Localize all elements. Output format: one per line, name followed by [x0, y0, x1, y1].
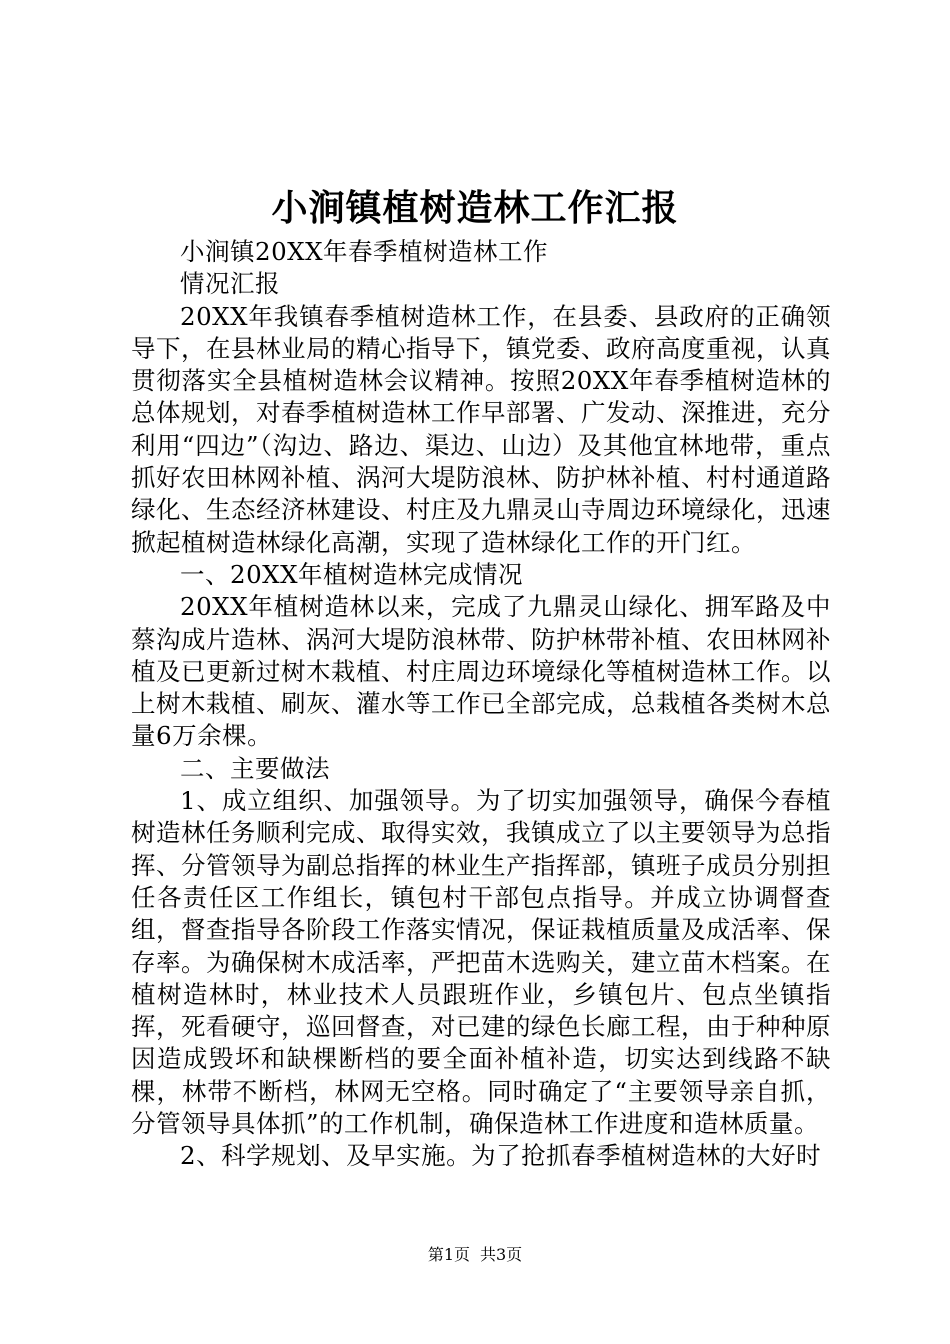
- body-paragraph: 1、成立组织、加强领导。为了切实加强领导，确保今春植树造林任务顺利完成、取得实效，我镇成立了以主要领导为总指挥、分管领导为副总指挥的林业生产指挥部，镇班子成员分别担任各责任区工作组长，镇包村干部包点指导。并成立协调督查组，督查指导各阶段工作落实情况，保证栽植质量及成活率、保存率。为确保树木成活率，严把苗木选购关，建立苗木档案。在植树造林时，林业技术人员跟班作业，乡镇包片、包点坐镇指挥，死看硬守，巡回督查，对已建的绿色长廊工程，由于种种原因造成毁坏和缺棵断档的要全面补植补造，切实达到线路不缺棵，林带不断档，林网无空格。同时确定了“主要领导亲自抓，分管领导具体抓”的工作机制，确保造林工作进度和造林质量。: [131, 786, 831, 1139]
- section-heading: 一、20XX年植树造林完成情况: [180, 559, 524, 589]
- body-paragraph: 20XX年植树造林以来，完成了九鼎灵山绿化、拥军路及中蔡沟成片造林、涡河大堤防浪林带、防护林带补植、农田林网补植及已更新过树木栽植、村庄周边环境绿化等植树造林工作。以上树木栽植、刷灰、灌水等工作已全部完成，总栽植各类树木总量6万余棵。: [131, 592, 831, 751]
- page-number: 第1页: [427, 1245, 470, 1264]
- body-paragraph: 情况汇报: [180, 269, 280, 299]
- body-paragraph: 20XX年我镇春季植树造林工作，在县委、县政府的正确领导下，在县林业局的精心指导下，镇党委、政府高度重视，认真贯彻落实全县植树造林会议精神。按照20XX年春季植树造林的总体规划，对春季植树造林工作早部署、广发动、深推进，充分利用“四边”（沟边、路边、渠边、山边）及其他宜林地带，重点抓好农田林网补植、涡河大堤防浪林、防护林补植、村村通道路绿化、生态经济林建设、村庄及九鼎灵山寺周边环境绿化，迅速掀起植树造林绿化高潮，实现了造林绿化工作的开门红。: [131, 301, 831, 557]
- document-title: 小涧镇植树造林工作汇报: [271, 187, 679, 229]
- section-heading: 二、主要做法: [180, 753, 330, 783]
- body-paragraph: 小涧镇20XX年春季植树造林工作: [180, 237, 549, 266]
- document-body: [131, 236, 831, 1173]
- body-paragraph: 2、科学规划、及早实施。为了抢抓春季植树造林的大好时: [180, 1141, 822, 1171]
- page-total: 共3页: [480, 1245, 523, 1264]
- page-footer: [0, 1243, 950, 1267]
